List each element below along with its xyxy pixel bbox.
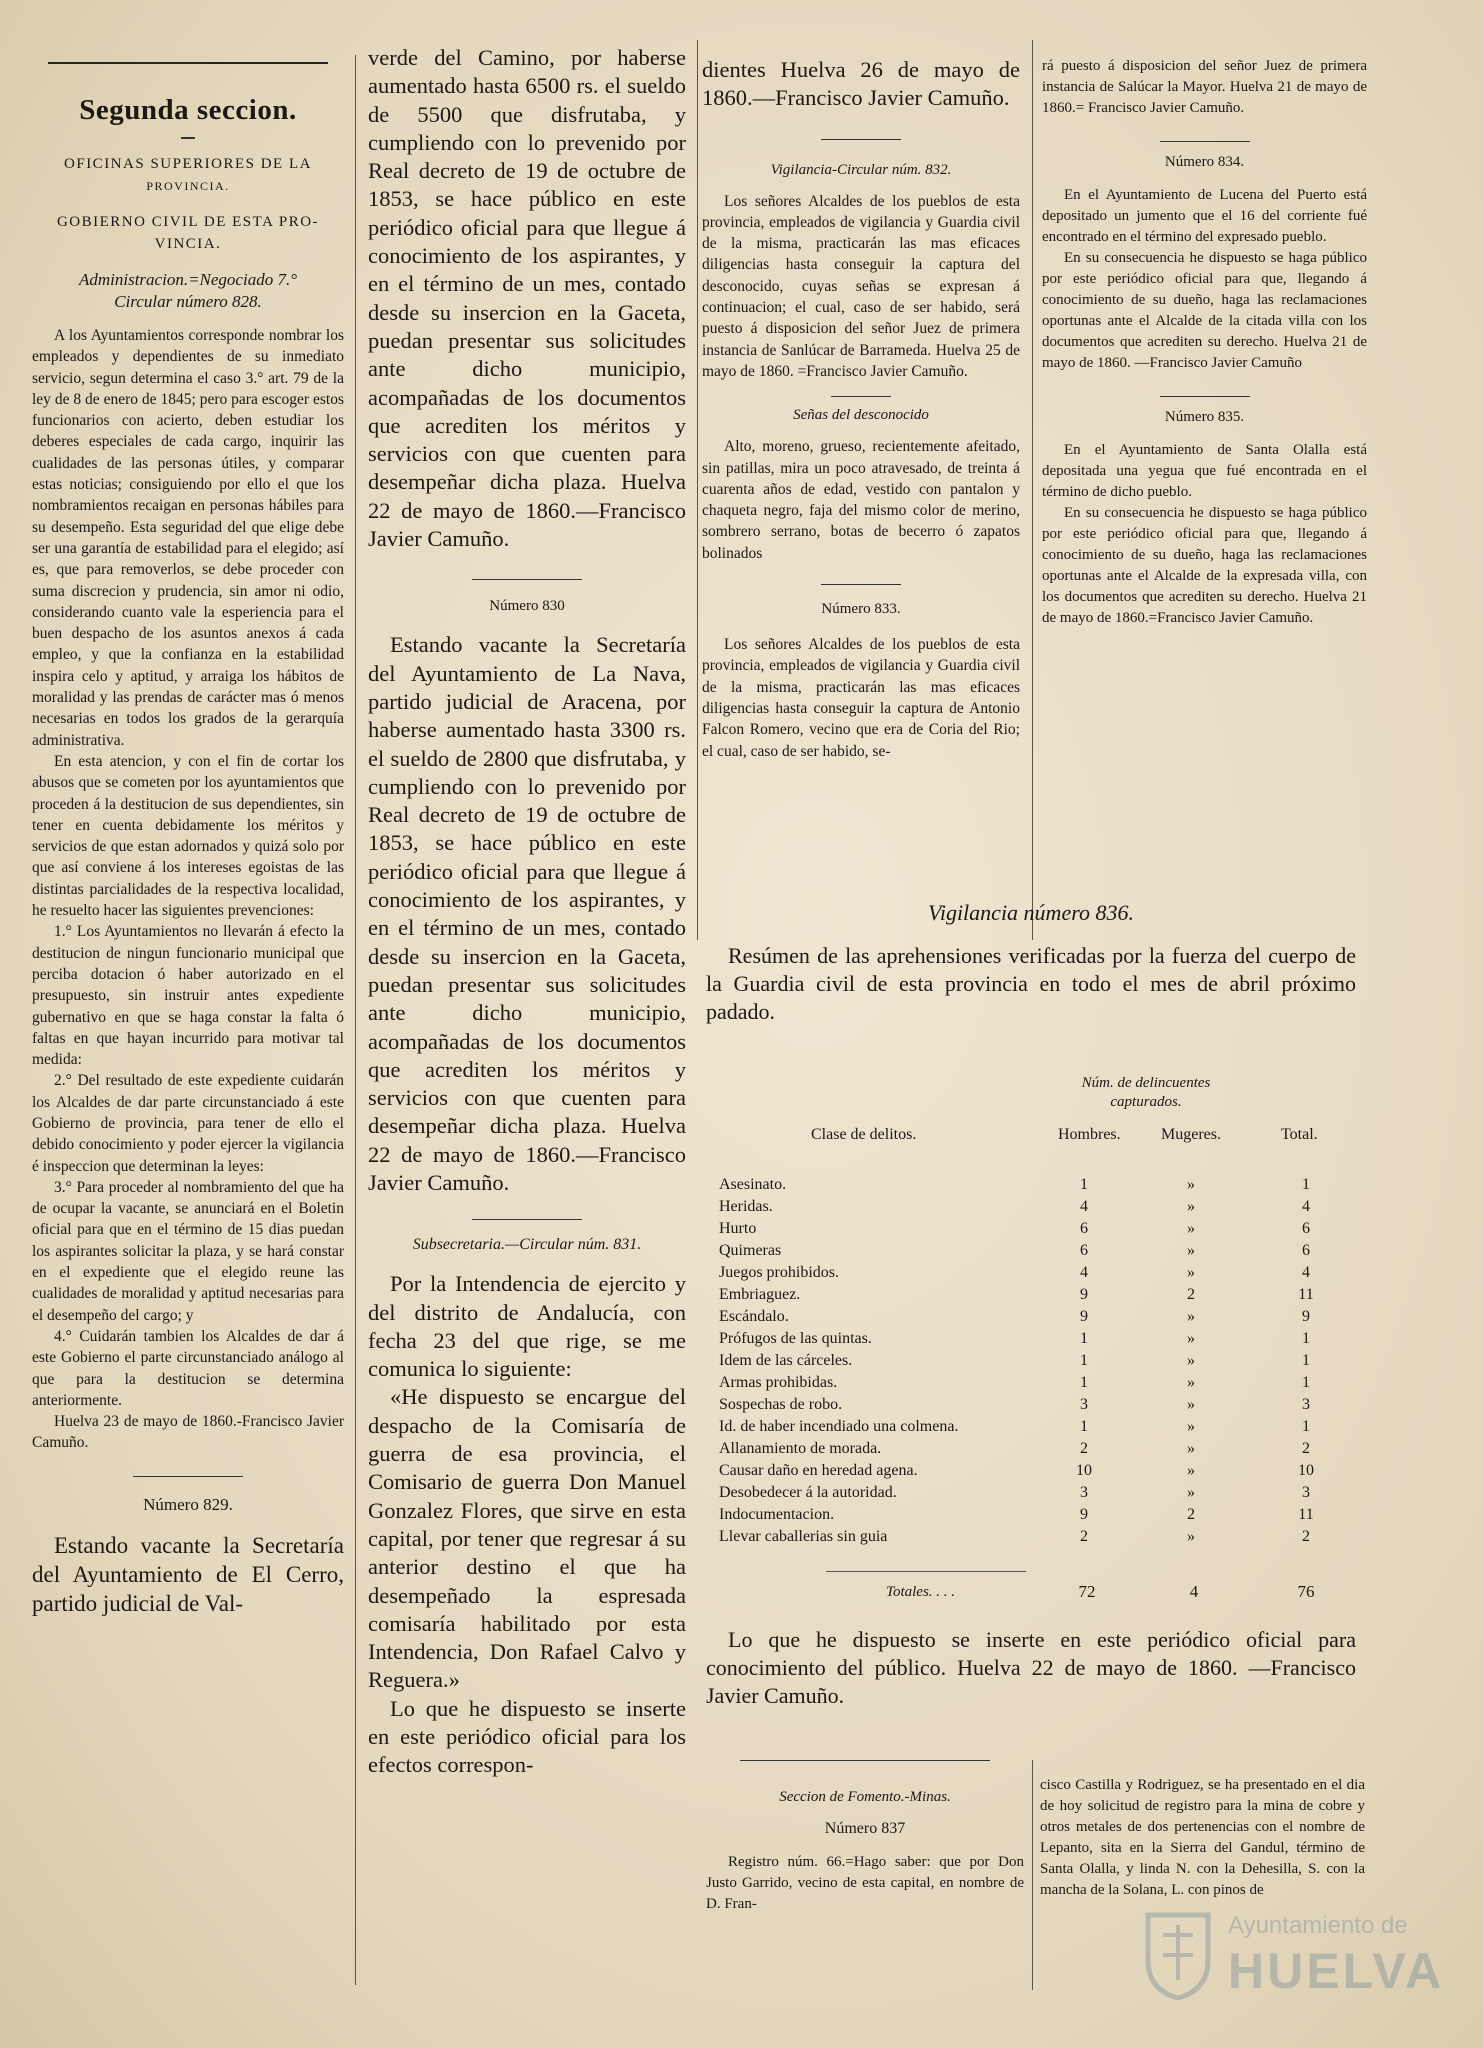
delito-cell: Sospechas de robo. bbox=[719, 1396, 843, 1413]
mugeres-cell: » bbox=[1187, 1242, 1195, 1259]
total-total: 76 bbox=[1297, 1582, 1315, 1601]
mugeres-cell: 2 bbox=[1187, 1286, 1195, 1303]
mugeres-cell: » bbox=[1187, 1440, 1195, 1457]
table-row bbox=[719, 1196, 1356, 1218]
divider bbox=[181, 137, 195, 139]
table-row bbox=[719, 1306, 1356, 1328]
hombres-cell: 10 bbox=[1076, 1462, 1092, 1479]
delito-cell: Heridas. bbox=[719, 1198, 773, 1215]
table-row bbox=[719, 1174, 1356, 1196]
total-cell: 4 bbox=[1302, 1198, 1310, 1215]
hombres-cell: 9 bbox=[1080, 1308, 1088, 1325]
office-heading: OFICINAS SUPERIORES DE LA bbox=[64, 156, 312, 172]
mugeres-cell: 2 bbox=[1187, 1506, 1195, 1523]
total-cell: 1 bbox=[1302, 1418, 1310, 1435]
top-rule bbox=[48, 62, 328, 64]
hombres-cell: 9 bbox=[1080, 1506, 1088, 1523]
table-row bbox=[719, 1240, 1356, 1262]
hombres-cell: 4 bbox=[1080, 1198, 1088, 1215]
mugeres-cell: » bbox=[1187, 1418, 1195, 1435]
circular-828-heading: Administracion.=Negociado 7.° bbox=[78, 270, 297, 289]
delito-cell: Juegos prohibidos. bbox=[719, 1264, 839, 1281]
column-rule bbox=[355, 55, 356, 1985]
results-table bbox=[706, 1056, 1356, 1760]
minas-heading: Seccion de Fomento.-Minas. bbox=[779, 1789, 951, 1805]
total-cell: 6 bbox=[1302, 1220, 1310, 1237]
divider bbox=[831, 396, 891, 397]
total-cell: 4 bbox=[1302, 1264, 1310, 1281]
total-header: Total. bbox=[1281, 1126, 1318, 1143]
delito-cell: Allanamiento de morada. bbox=[719, 1440, 882, 1457]
hombres-cell: 1 bbox=[1080, 1330, 1088, 1347]
paragraph: cisco Castilla y Rodriguez, se ha presentado en el dia de hoy solicitud de registro para la mina de cobre y otros metales de dos pertenencias con el nombre de Lepanto, sita en la Sierra del Gandul, término de Santa Olalla, y linda N. con la Dehesilla, S. con la mancha de la Solana, L. con pinos de bbox=[1040, 1777, 1365, 1898]
delito-cell: Armas prohibidas. bbox=[719, 1374, 838, 1391]
delito-cell: Quimeras bbox=[719, 1242, 782, 1259]
total-cell: 3 bbox=[1302, 1484, 1310, 1501]
mugeres-cell: » bbox=[1187, 1352, 1195, 1369]
total-cell: 6 bbox=[1302, 1242, 1310, 1259]
delito-cell: Llevar caballerias sin guia bbox=[719, 1528, 888, 1545]
table-row bbox=[719, 1460, 1356, 1482]
divider bbox=[472, 579, 582, 580]
mugeres-cell: » bbox=[1187, 1396, 1195, 1413]
watermark-city: HUELVA bbox=[1228, 1943, 1445, 1999]
number-830: Número 830 bbox=[489, 598, 565, 615]
paragraph: En esta atencion, y con el fin de cortar los abusos que se cometen por los ayuntamientos que proceden á la destitucion de sus dependientes, sin tener en cuenta debidamente los méritos y servicios de que estan adornados y quizá solo por que así conviene á los intereses egoistas de las distintas parcialidades de la respectiva localidad, he resuelto hacer las siguientes prevenciones: bbox=[32, 752, 344, 920]
mugeres-cell: » bbox=[1187, 1330, 1195, 1347]
circular-828-number: Circular número 828. bbox=[114, 292, 262, 311]
column-3 bbox=[702, 56, 1020, 886]
paragraph: rá puesto á disposicion del señor Juez de primera instancia de Salúcar la Mayor. Huelva 21 de mayo de 1860.= Francisco Javier Camuño. bbox=[1042, 58, 1367, 116]
total-cell: 1 bbox=[1302, 1330, 1310, 1347]
mugeres-cell: » bbox=[1187, 1374, 1195, 1391]
table-row bbox=[719, 1350, 1356, 1372]
hombres-cell: 6 bbox=[1080, 1242, 1088, 1259]
total-cell: 3 bbox=[1302, 1396, 1310, 1413]
number-835: Número 835. bbox=[1164, 409, 1245, 425]
divider bbox=[821, 584, 901, 585]
mugeres-cell: » bbox=[1187, 1198, 1195, 1215]
column-group-header: Núm. de delincuentes capturados. bbox=[1081, 1075, 1211, 1110]
table-row bbox=[719, 1504, 1356, 1526]
mugeres-cell: » bbox=[1187, 1264, 1195, 1281]
paragraph: Por la Intendencia de ejercito y del distrito de Andalucía, con fecha 23 del que rige, se me comunica lo siguiente: bbox=[368, 1271, 686, 1382]
table-row bbox=[719, 1482, 1356, 1504]
delito-cell: Escándalo. bbox=[719, 1308, 789, 1325]
divider bbox=[472, 1219, 582, 1220]
paragraph: Alto, moreno, grueso, recientemente afeitado, sin patillas, mira un poco atravesado, de treinta á cuarenta años de edad, vestido con pantalon y chaqueta negro, faja del mismo color de merino, sombrero serrano, botas de becerro ó zapatos bolinados bbox=[702, 438, 1020, 562]
delito-cell: Id. de haber incendiado una colmena. bbox=[719, 1418, 959, 1435]
paragraph: Lo que he dispuesto se inserte en este periódico oficial para los efectos correspon- bbox=[368, 1695, 686, 1778]
total-hombres: 72 bbox=[1078, 1582, 1096, 1601]
column-rule bbox=[697, 40, 698, 940]
number-837: Número 837 bbox=[824, 1820, 906, 1837]
watermark-text: Ayuntamiento de bbox=[1228, 1912, 1408, 1939]
divider bbox=[1160, 141, 1250, 142]
summary: Resúmen de las aprehensiones verificadas por la fuerza del cuerpo de la Guardia civil de esta provincia en todo el mes de abril próximo padado. bbox=[706, 943, 1356, 1024]
paragraph: Registro núm. 66.=Hago saber: que por Don Justo Garrido, vecino de esta capital, en nombre de D. Fran- bbox=[706, 1854, 1024, 1912]
column-1 bbox=[32, 62, 344, 2002]
hombres-cell: 3 bbox=[1080, 1396, 1088, 1413]
mugeres-cell: » bbox=[1187, 1308, 1195, 1325]
number-829: Número 829. bbox=[143, 1494, 233, 1514]
paragraph: 1.° Los Ayuntamientos no llevarán á efecto la destitucion de ningun funcionario municipal que perciba dotacion ó haber autorizado en el presupuesto, sin instruir antes expediente gubernativo en que se haga constar la falta ó faltas en que hayan incurrido para motivar tal medida: bbox=[32, 923, 344, 1069]
delito-cell: Prófugos de las quintas. bbox=[719, 1330, 872, 1347]
hombres-cell: 3 bbox=[1080, 1484, 1088, 1501]
delito-cell: Hurto bbox=[719, 1220, 757, 1237]
watermark-logo bbox=[1143, 1900, 1463, 2020]
closing-paragraph: Lo que he dispuesto se inserte en este periódico oficial para conocimiento del público. Huelva 22 de mayo de 1860. —Francisco Javier Camuño. bbox=[706, 1627, 1356, 1708]
column-rule bbox=[1032, 40, 1033, 940]
delito-cell: Idem de las cárceles. bbox=[719, 1352, 853, 1369]
table-body bbox=[719, 1174, 1356, 1548]
office-heading-2: PROVINCIA. bbox=[146, 179, 230, 193]
divider bbox=[133, 1476, 243, 1477]
hombres-cell: 2 bbox=[1080, 1440, 1088, 1457]
hombres-header: Hombres. bbox=[1058, 1126, 1121, 1143]
column-2 bbox=[368, 44, 686, 1994]
mugeres-cell: » bbox=[1187, 1462, 1195, 1479]
paragraph: Los señores Alcaldes de los pueblos de esta provincia, empleados de vigilancia y Guardia civil de la misma, practicarán las mas eficaces diligencias hasta conseguir la captura de Antonio Falcon Romero, vecino que era de Coria del Rio; el cual, caso de ser habido, se- bbox=[702, 636, 1020, 760]
delito-cell: Causar daño en heredad agena. bbox=[719, 1462, 918, 1479]
total-cell: 1 bbox=[1302, 1176, 1310, 1193]
hombres-cell: 6 bbox=[1080, 1220, 1088, 1237]
paragraph: Los señores Alcaldes de los pueblos de esta provincia, empleados de vigilancia y Guardia civil de la misma, practicarán las mas eficaces diligencias hasta conseguir la captura del desconocido, cuyas señas se expresan á continuacion; el cual, caso de ser habido, será puesto á disposicion del señor Juez de primera instancia de Sanlúcar de Barrameda. Huelva 25 de mayo de 1860. =Francisco Javier Camuño. bbox=[702, 192, 1020, 380]
paragraph: Estando vacante la Secretaría del Ayuntamiento de La Nava, partido judicial de Aracena, por haberse aumentado hasta 3300 rs. el sueldo de 2800 que disfrutaba, y cumpliendo con lo prevenido por Real decreto de 19 de octubre de 1853, se hace público en este periódico oficial para que llegue á conocimiento de los aspirantes, y en el término de un mes, contado desde su insercion en la Gaceta, puedan presentar sus solicitudes ante dicho municipio, acompañadas de los documentos que acrediten los méritos y servicios con que cuenten para desempeñar dicha plaza. Huelva 22 de mayo de 1860.—Francisco Javier Camuño. bbox=[368, 632, 686, 1195]
table-row bbox=[719, 1284, 1356, 1306]
divider bbox=[826, 1571, 1026, 1572]
hombres-cell: 4 bbox=[1080, 1264, 1088, 1281]
total-cell: 1 bbox=[1302, 1352, 1310, 1369]
mugeres-cell: » bbox=[1187, 1484, 1195, 1501]
hombres-cell: 1 bbox=[1080, 1176, 1088, 1193]
delito-cell: Desobedecer á la autoridad. bbox=[719, 1484, 897, 1501]
column-rule bbox=[1032, 1760, 1033, 1990]
total-cell: 11 bbox=[1298, 1286, 1314, 1303]
paragraph: Estando vacante la Secretaría del Ayuntamiento de El Cerro, partido judicial de Val- bbox=[32, 1532, 344, 1616]
mugeres-cell: » bbox=[1187, 1528, 1195, 1545]
vigilancia-836-title: Vigilancia número 836. bbox=[928, 900, 1134, 925]
circular-831-heading: Subsecretaria.—Circular núm. 831. bbox=[412, 1236, 642, 1254]
divider bbox=[1160, 396, 1250, 397]
circular-832-heading: Vigilancia-Circular núm. 832. bbox=[770, 161, 952, 178]
total-cell: 2 bbox=[1302, 1528, 1310, 1545]
paragraph: dientes Huelva 26 de mayo de 1860.—Francisco Javier Camuño. bbox=[702, 57, 1020, 111]
table-row bbox=[719, 1218, 1356, 1240]
divider bbox=[821, 139, 901, 140]
hombres-cell: 1 bbox=[1080, 1418, 1088, 1435]
delito-cell: Indocumentacion. bbox=[719, 1506, 835, 1523]
gobierno-heading-2: VINCIA. bbox=[154, 236, 222, 252]
paragraph: 2.° Del resultado de este expediente cuidarán los Alcaldes de dar parte circunstanciado á este Gobierno de provincia, para tener de ello el debido conocimiento y poder ejercer la vigilancia é inspeccion que determinan la leyes: bbox=[32, 1072, 344, 1175]
total-mugeres: 4 bbox=[1189, 1582, 1199, 1601]
column-4 bbox=[1042, 56, 1367, 886]
clase-header: Clase de delitos. bbox=[811, 1126, 917, 1143]
delito-cell: Embriaguez. bbox=[719, 1286, 801, 1303]
table-row bbox=[719, 1394, 1356, 1416]
senas-heading: Señas del desconocido bbox=[793, 407, 929, 424]
table-row bbox=[719, 1372, 1356, 1394]
hombres-cell: 1 bbox=[1080, 1374, 1088, 1391]
hombres-cell: 1 bbox=[1080, 1352, 1088, 1369]
gobierno-heading: GOBIERNO CIVIL DE ESTA PRO- bbox=[56, 214, 320, 230]
paragraph: 3.° Para proceder al nombramiento del que ha de ocupar la vacante, se anunciará en el Boletin oficial para que en el término de 15 dias puedan los aspirantes solicitar la plaza, y se hará constar en el expediente que el elegido reune las cualidades de moralidad y aptitud necesarias para el desempeño del cargo; y bbox=[32, 1178, 344, 1324]
total-cell: 9 bbox=[1302, 1308, 1310, 1325]
total-cell: 2 bbox=[1302, 1440, 1310, 1457]
mugeres-cell: » bbox=[1187, 1220, 1195, 1237]
paragraph: A los Ayuntamientos corresponde nombrar los empleados y dependientes de su inmediato servicio, segun determina el caso 3.° art. 79 de la ley de 8 de enero de 1845; pero para escoger estos funcionarios con acierto, deben estudiar los deberes especiales de cada cargo, inquirir las cualidades de las personas útiles, y comparar estas noticias; consiguiendo por ello el que los nombramientos recaigan en personas hábiles para su desempeño. Esta seguridad del que elige debe ser una garantía de estabilidad para el elegido; así es, que para removerlos, se debe proceder con suma discrecion y prudencia, sin amor ni odio, considerando cuanto vale la esperiencia para el buen despacho de los asuntos anexos á cada empleo, y que la confianza en la estabilidad inspira celo y aptitud, y arraiga los hábitos de moralidad y las prendas de carácter mas ó menos necesarias en todos los grados de la gerarquía administrativa. bbox=[32, 327, 344, 749]
shield-crest-icon bbox=[1143, 1910, 1213, 2000]
hombres-cell: 2 bbox=[1080, 1528, 1088, 1545]
table-row bbox=[719, 1328, 1356, 1350]
divider bbox=[740, 1760, 990, 1761]
number-833: Número 833. bbox=[821, 601, 901, 618]
vigilancia-836 bbox=[706, 900, 1356, 1760]
quote-paragraph: «He dispuesto se encargue del despacho de la Comisaría de guerra de esa provincia, el Comisario de guerra Don Manuel Gonzalez Flores, que sirve en esta capital, por tener que regresar á su anterior destino el que ha desempeñado la espresada comisaría habilitado por esta Intendencia, Don Rafael Calvo y Reguera.» bbox=[368, 1384, 686, 1693]
paragraph: 4.° Cuidarán tambien los Alcaldes de dar á este Gobierno el parte circunstanciado análogo al que para la destitucion se determina anteriormente. bbox=[32, 1327, 344, 1409]
total-cell: 10 bbox=[1298, 1462, 1314, 1479]
table-row bbox=[719, 1262, 1356, 1284]
hombres-cell: 9 bbox=[1080, 1286, 1088, 1303]
paragraph: En su consecuencia he dispuesto se haga público por este periódico oficial para que, llegando á conocimiento de su dueño, haga las reclamaciones oportunas ante el Alcalde de la citada villa con los documentos que acrediten su derecho. Huelva 21 de mayo de 1860. —Francisco Javier Camuño bbox=[1042, 250, 1367, 371]
delito-cell: Asesinato. bbox=[719, 1176, 787, 1193]
table-row bbox=[719, 1526, 1356, 1548]
mugeres-cell: » bbox=[1187, 1176, 1195, 1193]
total-cell: 1 bbox=[1302, 1374, 1310, 1391]
paragraph: verde del Camino, por haberse aumentado hasta 6500 rs. el sueldo de 5500 que disfrutaba, y cumpliendo con lo prevenido por Real decreto de 19 de octubre de 1853, se hace público en este periódico oficial para que llegue á conocimiento de los aspirantes, y en el término de un mes, contado desde su insercion en la Gaceta, puedan presentar sus solicitudes ante dicho municipio, acompañadas de los documentos que acrediten los méritos y servicios con que cuenten para desempeñar dicha plaza. Huelva 22 de mayo de 1860.—Francisco Javier Camuño. bbox=[368, 45, 686, 552]
mugeres-header: Mugeres. bbox=[1161, 1126, 1221, 1143]
signature: Huelva 23 de mayo de 1860.-Francisco Javier Camuño. bbox=[32, 1413, 344, 1452]
section-title: Segunda seccion. bbox=[79, 94, 297, 126]
totals-label: Totales. . . . bbox=[886, 1584, 956, 1600]
total-cell: 11 bbox=[1298, 1506, 1314, 1523]
number-834: Número 834. bbox=[1164, 154, 1245, 170]
paragraph: En su consecuencia he dispuesto se haga público por este periódico oficial para que, llegando á conocimiento de su dueño, haga las reclamaciones oportunas ante el Alcalde de la expresada villa, con los documentos que acrediten su derecho. Huelva 21 de mayo de 1860.=Francisco Javier Camuño. bbox=[1042, 505, 1367, 626]
table-row bbox=[719, 1416, 1356, 1438]
paragraph: En el Ayuntamiento de Santa Olalla está depositada una yegua que fué encontrada en el término de dicho pueblo. bbox=[1042, 442, 1367, 500]
paragraph: En el Ayuntamiento de Lucena del Puerto está depositado un jumento que el 16 del corriente fué encontrado en el término del expresado pueblo. bbox=[1042, 187, 1367, 245]
table-row bbox=[719, 1438, 1356, 1460]
minas-section bbox=[706, 1760, 1024, 2000]
